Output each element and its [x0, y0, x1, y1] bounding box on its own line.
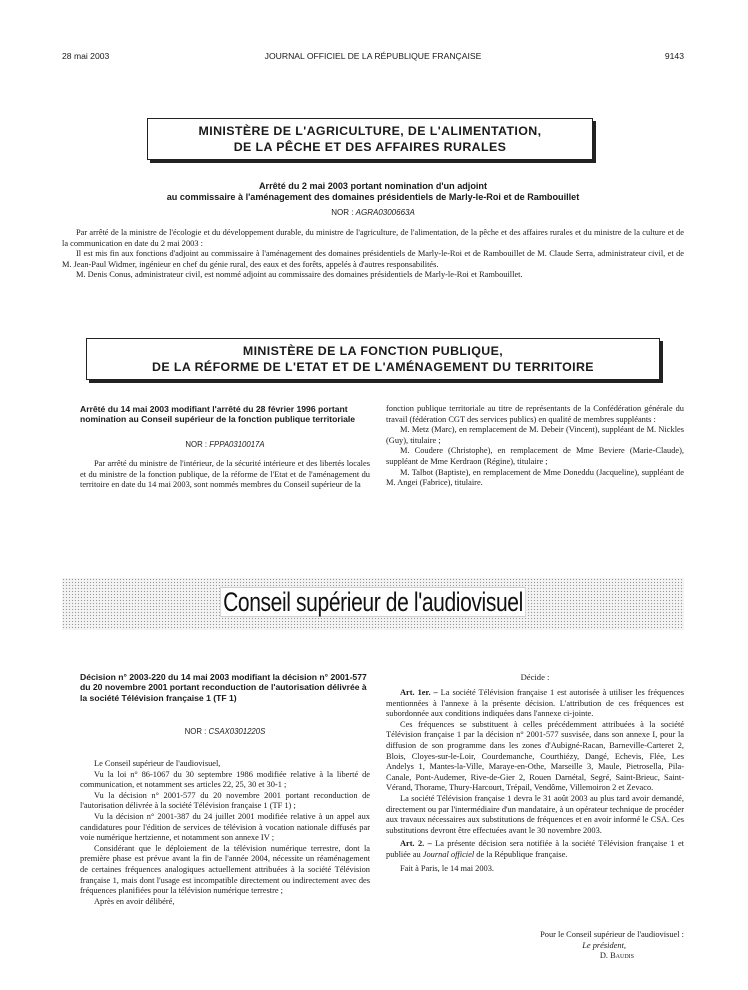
ministry-heading-line2: DE LA PÊCHE ET DES AFFAIRES RURALES — [233, 140, 507, 154]
arrete-title-line2: au commissaire à l'aménagement des domaines présidentiels de Marly-le-Roi et de Rambouillet — [166, 192, 580, 202]
arrete-paragraph: M. Metz (Marc), en remplacement de M. Debeir (Vincent), suppléant de M. Nickles (Guy), titulaire ; — [386, 425, 684, 445]
nor-label: NOR : — [184, 727, 207, 736]
arrete-fp-body-left — [80, 459, 370, 491]
nor-value: FPPA0310017A — [209, 440, 265, 449]
signature-name: D. Baudis — [599, 951, 634, 961]
csa-paragraph: Vu la loi n° 86-1067 du 30 septembre 1986 modifiée relative à la liberté de communication, et notamment ses articles 22, 25, 30 et 30-1 ; — [80, 769, 370, 790]
page-number: 9143 — [664, 51, 684, 61]
article-2 — [386, 839, 684, 860]
nor-label: NOR : — [185, 440, 208, 449]
arrete-fp-title: Arrêté du 14 mai 2003 modifiant l'arrêté du 28 février 1996 portant nomination au Conseil supérieur de la fonction publique territoriale — [80, 404, 356, 425]
arrete-paragraph: fonction publique territoriale au titre de représentants de la Confédération générale du travail (fédération CGT des services publics) en qualité de membres suppléants : — [386, 404, 684, 424]
arrete-paragraph: M. Coudere (Christophe), en remplacement de Mme Beviere (Marie-Claude), suppléant de Mme Kerdraon (Régine), titulaire ; — [386, 446, 684, 466]
arrete-paragraph: M. Denis Conus, administrateur civil, est nommé adjoint au commissaire des domaines présidentiels de Marly-le-Roi et Rambouillet. — [76, 270, 523, 280]
article-1-paragraph: La société Télévision française 1 devra le 31 août 2003 au plus tard avoir demandé, directement ou par l'intermédiaire d'un mandataire, à un opérateur technique de procéder aux travaux nécessaires aux substitutions de fréquences et en avoir informé le CSA. Ces substitutions devront être effectuées avant le 30 novembre 2003. — [386, 793, 684, 835]
page-header — [62, 51, 684, 63]
nor-value: CSAX0301220S — [208, 727, 266, 736]
nor-reference — [62, 208, 684, 217]
issue-date: 28 mai 2003 — [62, 51, 110, 61]
ministry-heading-line2: DE LA RÉFORME DE L'ETAT ET DE L'AMÉNAGEMENT DU TERRITOIRE — [152, 360, 594, 374]
ministry-heading-line1: MINISTÈRE DE LA FONCTION PUBLIQUE, — [242, 344, 504, 358]
nor-label: NOR : — [331, 208, 354, 217]
arrete-paragraph: M. Talbot (Baptiste), en remplacement de Mme Doneddu (Jacqueline), suppléant de M. Angei (Fabrice), titulaire. — [386, 467, 684, 488]
journal-title: JOURNAL OFFICIEL DE LA RÉPUBLIQUE FRANÇAISE — [264, 51, 482, 61]
signature-line: Pour le Conseil supérieur de l'audiovisuel : — [540, 930, 684, 939]
csa-paragraph: Considérant que le déploiement de la télévision numérique terrestre, dont la première phase est prévue avant la fin de l'année 2004, nécessite un réaménagement de certaines fréquences analogiques actuellement attribuées à la société Télévision française 1, mais dont l'usage est incompatible directement ou indirectement avec des fréquences planifiées pour la télévision numérique terrestre ; — [80, 843, 370, 896]
arrete-fp-body-right — [386, 404, 684, 489]
done-at: Fait à Paris, le 14 mai 2003. — [400, 863, 494, 873]
ministry-heading-line1: MINISTÈRE DE L'AGRICULTURE, DE L'ALIMENTATION, — [198, 124, 542, 138]
csa-banner-text: Conseil supérieur de l'audiovisuel — [220, 587, 526, 617]
article-2-label: Art. 2. – — [400, 839, 432, 849]
csa-decision-title: Décision n° 2003-220 du 14 mai 2003 modifiant la décision n° 2001-577 du 20 novembre 2001 portant reconduction de l'autorisation délivrée à la société Télévision française 1 (TF 1) — [80, 672, 367, 703]
arrete-body — [62, 228, 684, 281]
csa-paragraph: Après en avoir délibéré, — [94, 896, 175, 906]
article-1-label: Art. 1er. – — [400, 688, 438, 697]
arrete-paragraph: Par arrêté de la ministre de l'écologie et du développement durable, du ministre de l'agriculture, de l'alimentation, de la pêche et des affaires rurales et du ministre de la culture et de la communication en date du 2 mai 2003 : — [62, 228, 684, 248]
csa-banner — [130, 587, 615, 618]
article-2-text-after: de la République française. — [476, 849, 568, 859]
article-1-paragraph: Ces fréquences se substituent à celles précédemment attribuées à la société Télévision française 1 par la décision n° 2001-577 susvisée, dans son annexe I, pour la diffusion de son programme dans les zones d'Aubigné-Racan, Barneville-Carteret 2, Blois, Cloyes-sur-le-Loir, Courdemanche, Courthiézy, Dangé, Echevis, Flée, Les Andelys 1, Mantes-la-Ville, Maraye-en-Othe, Marseille 3, Maule, Pietrosella, Pila-Canale, Pont-Audemer, Rive-de-Gier 2, Rouen Darnétal, Segré, Saint-Brieuc, Saint-Vérand, Thorame, Thury-Harcourt, Trépail, Vendôme, Villemoiron 2 et Zevaco. — [386, 719, 684, 793]
article-1 — [386, 688, 684, 720]
arrete-title-line1: Arrêté du 2 mai 2003 portant nomination d'un adjoint — [258, 181, 487, 191]
signature-role: Le président, — [582, 940, 626, 950]
article-1-text: La société Télévision française 1 est autorisée à utiliser les fréquences mentionnées à l'annexe à la présente décision. L'attribution de ces fréquences est subordonnée aux conditions indiquées dans l'annexe ci-jointe. — [386, 688, 685, 719]
csa-decision-right-body — [386, 688, 684, 874]
nor-value: AGRA0300663A — [355, 208, 415, 217]
article-2-journal-title: Journal officiel — [422, 849, 475, 859]
nor-reference — [80, 440, 370, 449]
article-2-text-before: La présente décision sera notifiée à la société Télévision française 1 et publiée au — [386, 839, 685, 859]
ministry-agriculture-heading — [147, 118, 593, 160]
ministry-fonction-publique-heading — [86, 338, 660, 380]
arrete-paragraph: Il est mis fin aux fonctions d'adjoint au commissaire à l'aménagement des domaines présidentiels de Marly-le-Roi et de Rambouillet de M. Claude Serra, administrateur civil, et de M. Jean-Paul Widmer, ingénieur en chef du génie rural, des eaux et des forêts, appelés à d'autres responsabilités. — [62, 249, 684, 269]
signature-block — [386, 930, 684, 962]
csa-paragraph: Le Conseil supérieur de l'audiovisuel, — [94, 759, 221, 768]
decide-label: Décide : — [520, 672, 550, 682]
csa-paragraph: Vu la décision n° 2001-387 du 24 juillet 2001 modifiée relative à un appel aux candidatures pour l'édition de services de télévision à vocation nationale diffusés par voie numérique hertzienne, et notamment son annexe IV ; — [80, 811, 370, 843]
csa-paragraph: Vu la décision n° 2001-577 du 20 novembre 2001 portant reconduction de l'autorisation délivrée à la société Télévision française 1 (TF 1) ; — [80, 790, 370, 811]
csa-decision-left-body — [80, 759, 370, 907]
arrete-paragraph: Par arrêté du ministre de l'intérieur, de la sécurité intérieure et des libertés locales et du ministre de la fonction publique, de la réforme de l'Etat et de l'aménagement du territoire en date du 14 mai 2003, sont nommés membres du Conseil supérieur de la — [80, 459, 370, 490]
nor-reference — [80, 727, 370, 736]
